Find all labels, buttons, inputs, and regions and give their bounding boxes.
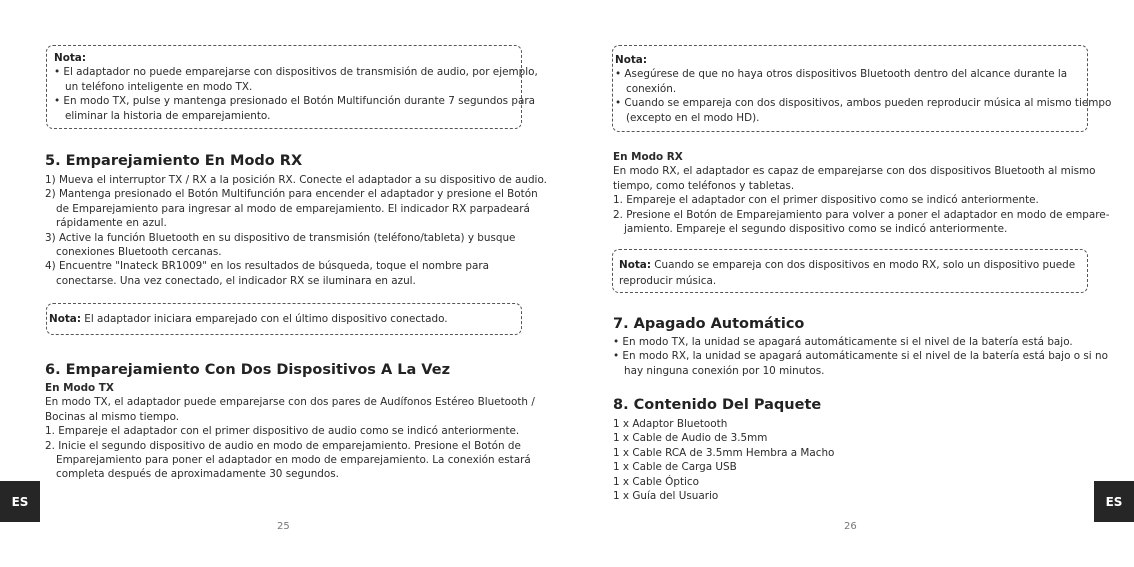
list-item: 1 x Cable Óptico: [613, 475, 699, 488]
text-line: Emparejamiento para poner el adaptador en modo de emparejamiento. La conexión estará: [56, 454, 531, 467]
text-line: 1) Mueva el interruptor TX / RX a la posición RX. Conecte el adaptador a su dispositivo de audio.: [45, 174, 547, 186]
section-5-title: 5. Emparejamiento En Modo RX: [45, 153, 303, 169]
text-line: rápidamente en azul.: [56, 217, 167, 230]
note-label: Nota:: [54, 52, 86, 64]
text-line: • En modo RX, la unidad se apagará automáticamente si el nivel de la batería está bajo o si no: [613, 350, 1108, 363]
text-line: En modo RX, el adaptador es capaz de emparejarse con dos dispositivos Bluetooth al mismo: [613, 165, 1096, 178]
text-line: 1. Empareje el adaptador con el primer dispositivo de audio como se indicó anteriormente.: [45, 425, 520, 438]
text-line: 2. Presione el Botón de Emparejamiento para volver a poner el adaptador en modo de empare-: [613, 208, 1110, 221]
text-line: de Emparejamiento para ingresar al modo de emparejamiento. El indicador RX parpadeará: [56, 202, 530, 215]
subheading: En Modo TX: [45, 382, 114, 394]
note-label: Nota:: [615, 54, 647, 66]
page-number: 25: [277, 521, 290, 532]
language-tab: ES: [1094, 481, 1134, 522]
package-contents-list: [613, 417, 834, 503]
note-line: • Cuando se empareja con dos dispositivos, ambos pueden reproducir música al mismo tiempo: [615, 97, 1112, 110]
right-note-1: [612, 45, 1112, 132]
list-item: 1 x Cable de Audio de 3.5mm: [613, 432, 768, 445]
text-line: tiempo, como teléfonos y tabletas.: [613, 179, 795, 192]
list-item: 1 x Cable RCA de 3.5mm Hembra a Macho: [613, 446, 835, 459]
section-7-title: 7. Apagado Automático: [613, 316, 805, 332]
note-text: Cuando se empareja con dos dispositivos en modo RX, solo un dispositivo puede: [650, 259, 1076, 271]
note-text: reproducir música.: [619, 275, 717, 287]
note-line: • En modo TX, pulse y mantenga presionado el Botón Multifunción durante 7 segundos para: [54, 95, 536, 108]
right-page: [567, 0, 1134, 567]
note-line: eliminar la historia de emparejamiento.: [65, 109, 271, 122]
text-line: completa después de aproximadamente 30 segundos.: [56, 468, 339, 481]
page-number: 26: [844, 521, 857, 532]
note-line: • El adaptador no puede emparejarse con dispositivos de transmisión de audio, por ejemplo,: [54, 66, 538, 79]
text-line: conexiones Bluetooth cercanas.: [56, 246, 222, 259]
text-line: conectarse. Una vez conectado, el indicador RX se iluminara en azul.: [56, 274, 416, 287]
list-item: 1 x Guía del Usuario: [613, 490, 719, 503]
text-line: jamiento. Empareje el segundo dispositivo como se indicó anteriormente.: [624, 223, 1008, 236]
text-line: En modo TX, el adaptador puede emparejarse con dos pares de Audífonos Estéreo Bluetooth /: [45, 396, 535, 409]
subheading: En Modo RX: [613, 151, 683, 163]
language-tab: ES: [0, 481, 40, 522]
note-line: • Asegúrese de que no haya otros dispositivos Bluetooth dentro del alcance durante la: [615, 68, 1068, 81]
note-line: un teléfono inteligente en modo TX.: [65, 80, 253, 93]
text-line: 2) Mantenga presionado el Botón Multifunción para encender el adaptador y presione el Botón: [45, 188, 538, 201]
note-line: conexión.: [626, 82, 677, 95]
section-5-body: [45, 173, 547, 288]
list-item: 1 x Cable de Carga USB: [613, 461, 737, 474]
text-line: Bocinas al mismo tiempo.: [45, 410, 180, 423]
note-text: El adaptador iniciara emparejado con el último dispositivo conectado.: [80, 313, 448, 325]
note-label: Nota:: [49, 313, 81, 325]
right-note-2: [612, 249, 1088, 293]
text-line: hay ninguna conexión por 10 minutos.: [624, 364, 825, 377]
text-line: 3) Active la función Bluetooth en su dispositivo de transmisión (teléfono/tableta) y busque: [45, 231, 516, 244]
section-6-title: 6. Emparejamiento Con Dos Dispositivos A La Vez: [45, 362, 451, 378]
section-6-body: [45, 381, 535, 482]
section-8-title: 8. Contenido Del Paquete: [613, 397, 822, 413]
section-7-body: [613, 335, 1108, 378]
text-line: 4) Encuentre "Inateck BR1009" en los resultados de búsqueda, toque el nombre para: [45, 260, 489, 273]
left-note-2: [46, 303, 522, 335]
left-note-1: [46, 45, 538, 129]
text-line: • En modo TX, la unidad se apagará automáticamente si el nivel de la batería está bajo.: [613, 336, 1073, 348]
note-label: Nota:: [619, 259, 651, 271]
text-line: 1. Empareje el adaptador con el primer dispositivo como se indicó anteriormente.: [613, 194, 1039, 207]
list-item: 1 x Adaptor Bluetooth: [613, 418, 728, 430]
text-line: 2. Inicie el segundo dispositivo de audio en modo de emparejamiento. Presione el Botón de: [45, 439, 521, 452]
rx-body: [613, 150, 1109, 236]
note-line: (excepto en el modo HD).: [626, 111, 760, 124]
